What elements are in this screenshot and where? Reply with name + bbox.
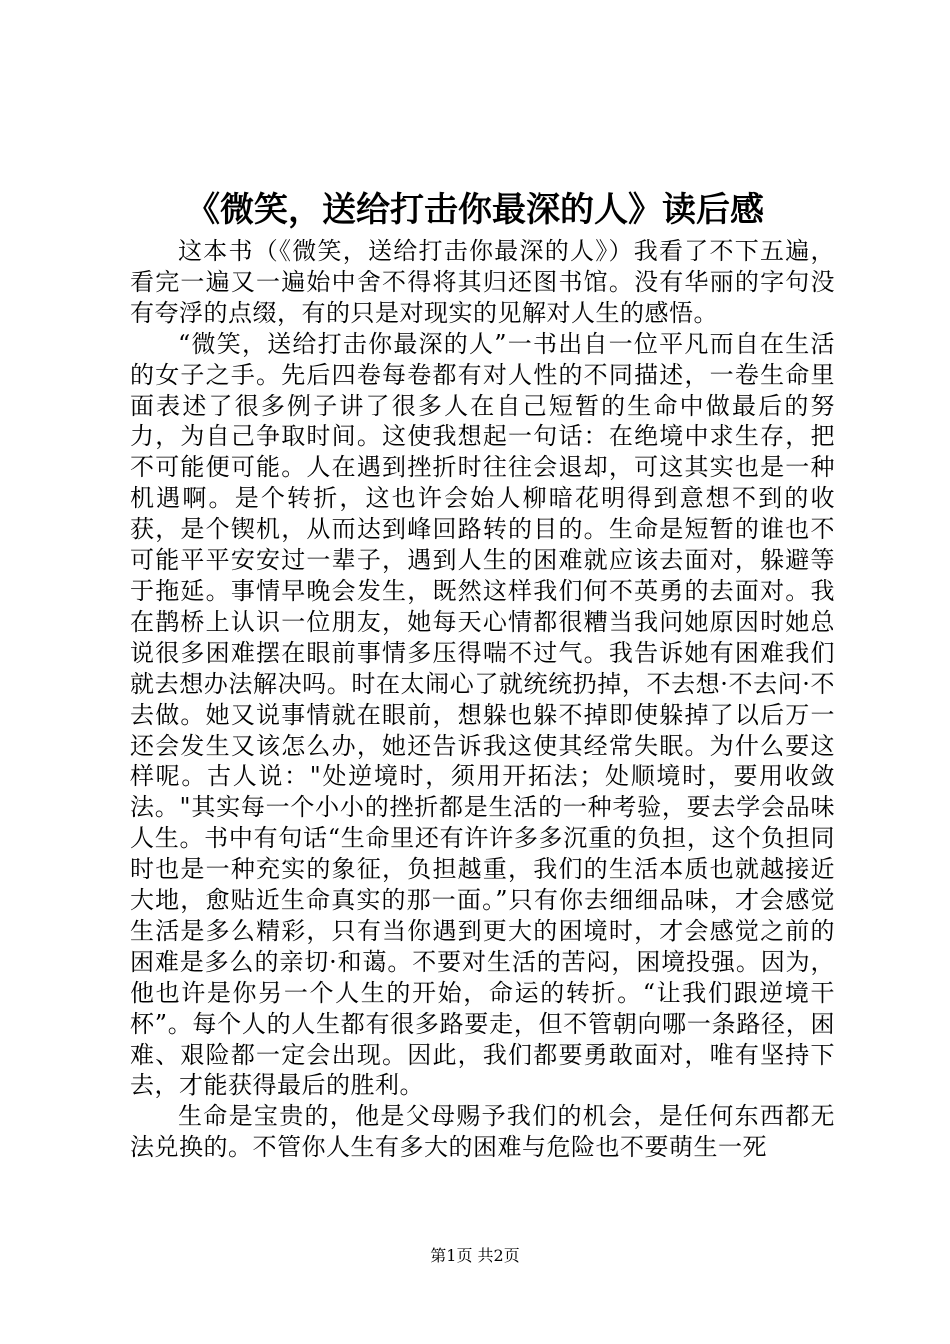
document-body [130, 236, 835, 1163]
paragraph-3: 生命是宝贵的，他是父母赐予我们的机会，是任何东西都无法兑换的。不管你人生有多大的困难与危险也不要萌生一死 [130, 1102, 835, 1162]
document-title: 《微笑，送给打击你最深的人》读后感 [186, 190, 764, 230]
paragraph-2: “微笑，送给打击你最深的人”一书出自一位平凡而自在生活的女子之手。先后四卷每卷都有对人性的不同描述，一卷生命里面表述了很多例子讲了很多人在自己短暂的生命中做最后的努力，为自己争取时间。这使我想起一句话：在绝境中求生存，把不可能便可能。人在遇到挫折时往往会退却，可这其实也是一种机遇啊。是个转折，这也许会始人柳暗花明得到意想不到的收获，是个锲机，从而达到峰回路转的目的。生命是短暂的谁也不可能平平安安过一辈子，遇到人生的困难就应该去面对，躲避等于拖延。事情早晚会发生，既然这样我们何不英勇的去面对。我在鹊桥上认识一位朋友，她每天心情都很糟当我问她原因时她总说很多困难摆在眼前事情多压得喘不过气。我告诉她有困难我们就去想办法解决吗。时在太闹心了就统统扔掉，不去想·不去问·不去做。她又说事情就在眼前，想躲也躲不掉即使躲掉了以后万一还会发生又该怎么办，她还告诉我这使其经常失眠。为什么要这样呢。古人说："处逆境时，须用开拓法；处顺境时，要用收敛法。"其实每一个小小的挫折都是生活的一种考验，要去学会品味人生。书中有句话“生命里还有许许多多沉重的负担，这个负担同时也是一种充实的象征，负担越重，我们的生活本质也就越接近大地，愈贴近生命真实的那一面。”只有你去细细品味，才会感觉生活是多么精彩，只有当你遇到更大的困境时，才会感觉之前的困难是多么的亲切·和蔼。不要对生活的苦闷，困境投强。因为，他也许是你另一个人生的开始，命运的转折。“让我们跟逆境干杯”。每个人的人生都有很多路要走，但不管朝向哪一条路径，困难、艰险都一定会出现。因此，我们都要勇敢面对，唯有坚持下去，才能获得最后的胜利。 [130, 329, 835, 1100]
page-number-footer: 第1页 共2页 [430, 1246, 520, 1265]
paragraph-1: 这本书（《微笑，送给打击你最深的人》）我看了不下五遍，看完一遍又一遍始中舍不得将其归还图书馆。没有华丽的字句没有夸浮的点缀，有的只是对现实的见解对人生的感悟。 [130, 237, 835, 327]
